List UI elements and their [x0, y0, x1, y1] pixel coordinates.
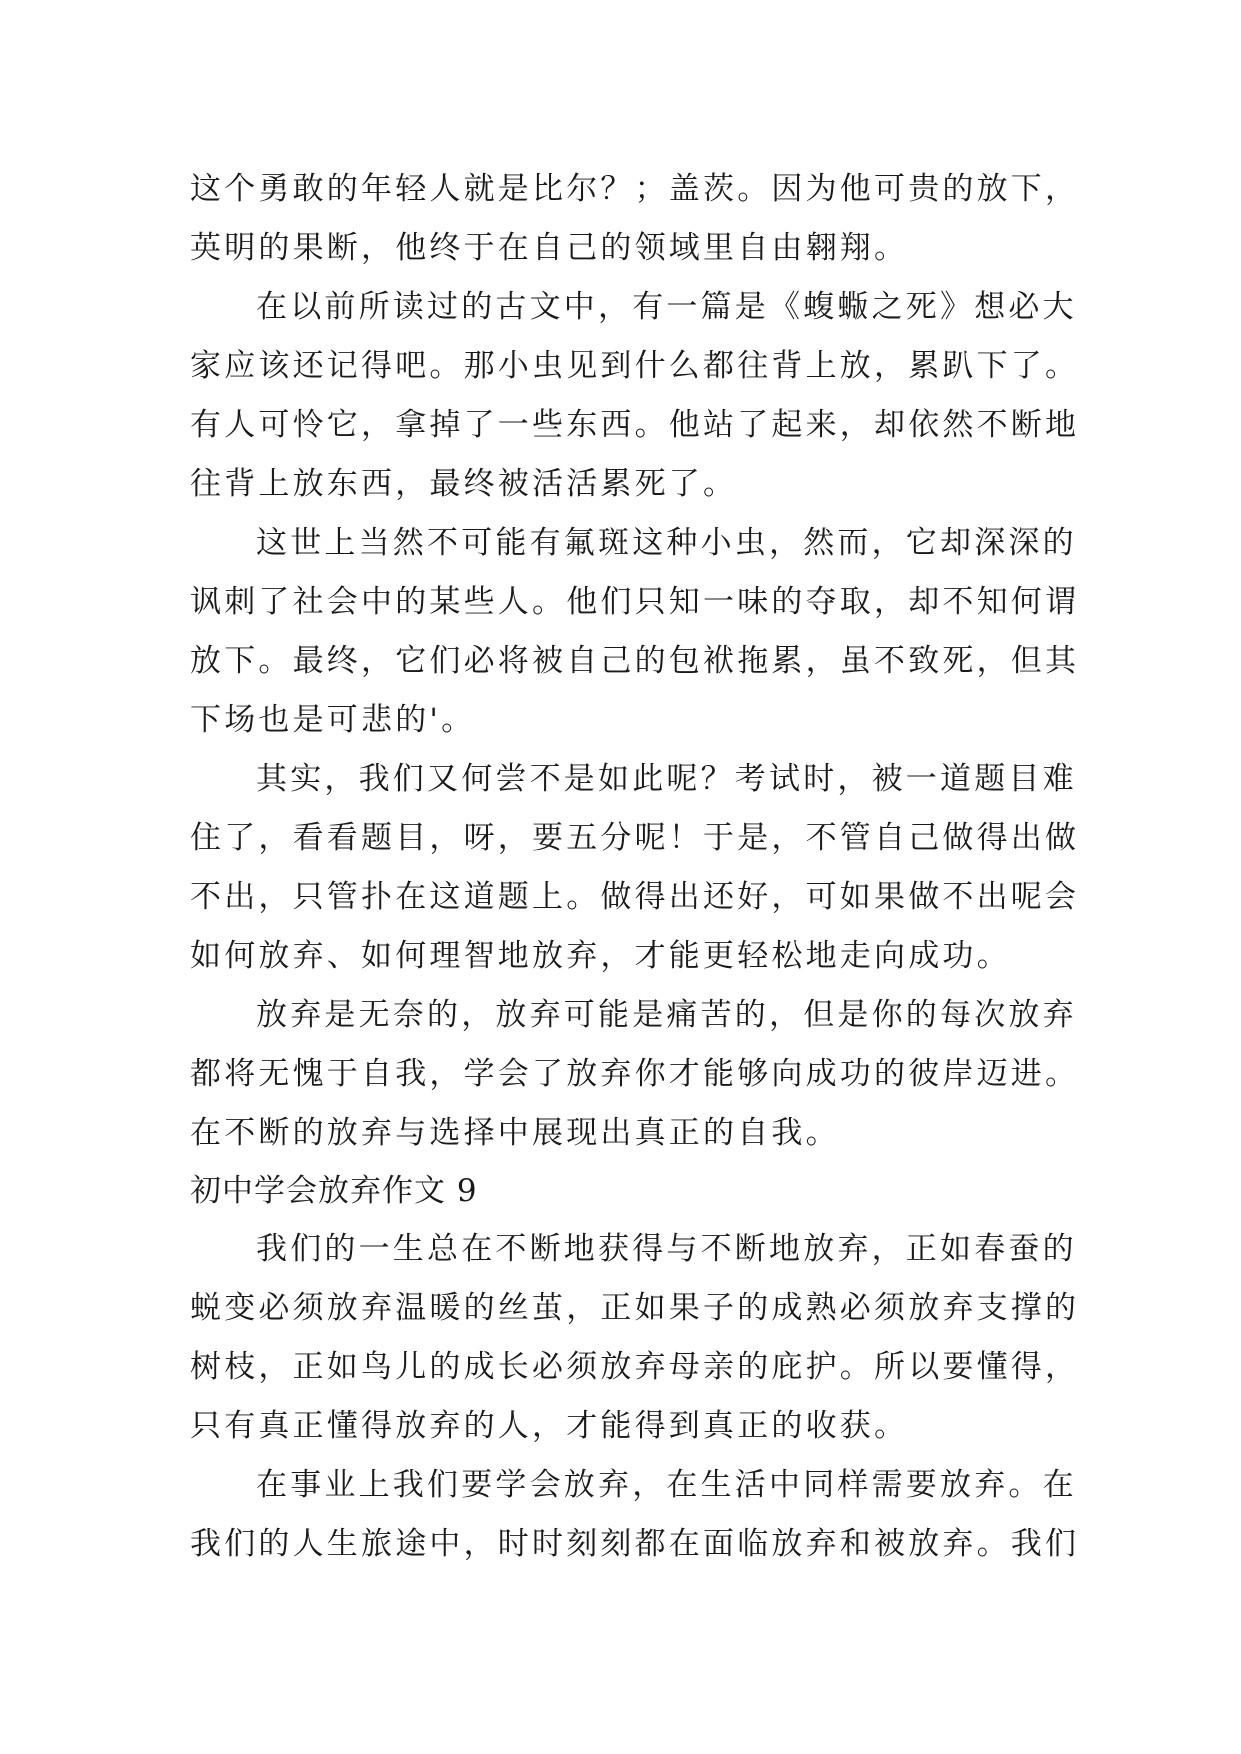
- section-heading: 初中学会放弃作文 9: [190, 1173, 478, 1209]
- paragraph-start-line: 这世上当然不可能有氟斑这种小虫，然而，它却深深的: [256, 525, 1077, 561]
- paragraph-start-line: 放弃是无奈的，放弃可能是痛苦的，但是你的每次放弃: [256, 997, 1077, 1033]
- document-page: [190, 160, 1080, 1574]
- text-line: 讽刺了社会中的某些人。他们只知一味的夺取，却不知何谓: [190, 584, 1080, 620]
- text-line: 有人可怜它，拿掉了一些东西。他站了起来，却依然不断地: [190, 407, 1080, 443]
- paragraph-start-line: 我们的一生总在不断地获得与不断地放弃，正如春蚕的: [256, 1231, 1077, 1267]
- text-line: 下场也是可悲的'。: [190, 702, 476, 738]
- text-line: 往背上放东西，最终被活活累死了。: [190, 466, 738, 502]
- text-line: 蜕变必须放弃温暖的丝茧，正如果子的成熟必须放弃支撑的: [190, 1290, 1080, 1326]
- text-line: 住了，看看题目，呀，要五分呢！于是，不管自己做得出做: [190, 820, 1080, 856]
- text-line: 如何放弃、如何理智地放弃，才能更轻松地走向成功。: [190, 938, 1011, 974]
- text-line: 不出，只管扑在这道题上。做得出还好，可如果做不出呢会: [190, 879, 1080, 915]
- text-line: 这个勇敢的年轻人就是比尔？；盖茨。因为他可贵的放下，: [190, 171, 1080, 207]
- text-line: 我们的人生旅途中，时时刻刻都在面临放弃和被放弃。我们: [190, 1526, 1080, 1562]
- paragraph-start-line: 在以前所读过的古文中，有一篇是《蝮蝂之死》想必大: [256, 289, 1077, 325]
- text-line: 英明的果断，他终于在自己的领域里自由翱翔。: [190, 230, 909, 266]
- text-line: 家应该还记得吧。那小虫见到什么都往背上放，累趴下了。: [190, 348, 1080, 384]
- text-line: 放下。最终，它们必将被自己的包袱拖累，虽不致死，但其: [190, 643, 1080, 679]
- paragraph-start-line: 在事业上我们要学会放弃，在生活中同样需要放弃。在: [256, 1467, 1077, 1503]
- text-line: 树枝，正如鸟儿的成长必须放弃母亲的庇护。所以要懂得，: [190, 1349, 1080, 1385]
- paragraph-start-line: 其实，我们又何尝不是如此呢？考试时，被一道题目难: [256, 761, 1077, 797]
- text-line: 只有真正懂得放弃的人，才能得到真正的收获。: [190, 1408, 909, 1444]
- text-line: 都将无愧于自我，学会了放弃你才能够向成功的彼岸迈进。: [190, 1056, 1080, 1092]
- text-line: 在不断的放弃与选择中展现出真正的自我。: [190, 1115, 840, 1151]
